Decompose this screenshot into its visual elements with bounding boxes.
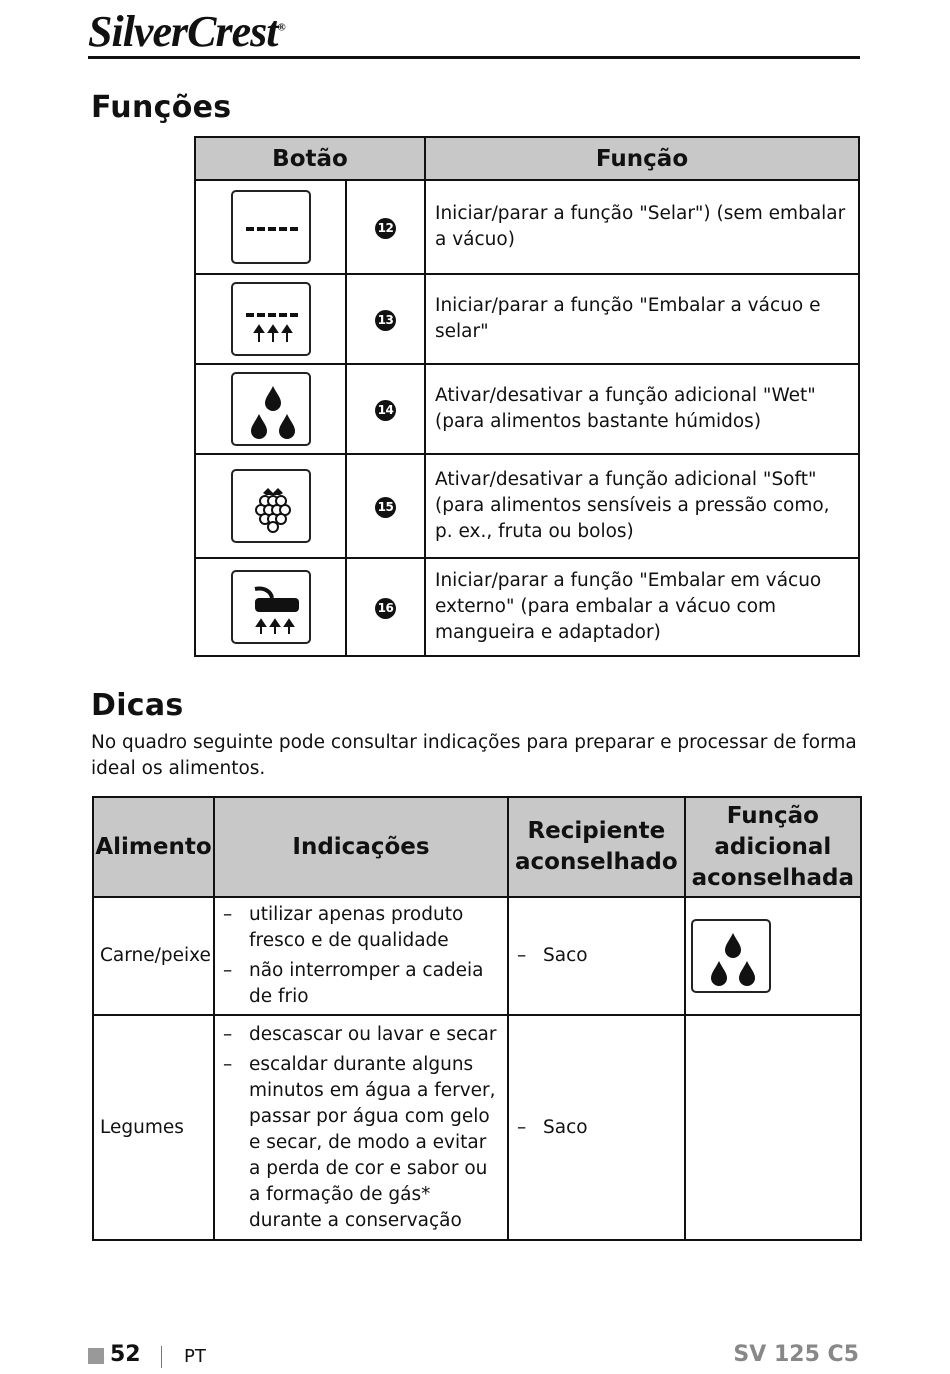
brand-logo: SilverCrest® — [88, 7, 285, 56]
callout-number: 13 — [375, 310, 396, 331]
list-item: – escaldar durante alguns minutos em água a ferver, passar por água com gelo e secar, de modo a evitar a perda de cor e sabor ou a formação de gás* durante a conservação — [223, 1053, 496, 1231]
container-cell: – Saco — [508, 1015, 685, 1240]
indications-cell — [214, 897, 508, 1015]
list-item: – não interromper a cadeia de frio — [223, 960, 484, 1007]
function-description: Iniciar/parar a função "Selar") (sem embalar a vácuo) — [425, 180, 859, 274]
function-cell — [685, 897, 861, 1015]
soft-raspberry-icon — [231, 469, 311, 543]
external-vacuum-icon — [231, 570, 311, 644]
page-number: 52 — [110, 1342, 141, 1367]
col-food-header: Alimento — [93, 797, 214, 897]
col-button-header: Botão — [195, 137, 425, 180]
callout-number: 12 — [375, 218, 396, 239]
list-item: – descascar ou lavar e secar — [223, 1023, 497, 1045]
functions-heading: Funções — [91, 90, 232, 125]
table-row — [93, 1015, 861, 1240]
callout-number: 15 — [375, 497, 396, 518]
tips-intro: No quadro seguinte pode consultar indicações para preparar e processar de forma ideal os alimentos. — [91, 732, 857, 779]
table-row — [195, 364, 859, 454]
seal-icon — [231, 190, 311, 264]
footer-divider — [161, 1346, 162, 1368]
food-cell: Legumes — [93, 1015, 214, 1240]
tips-heading: Dicas — [91, 688, 184, 723]
col-function-header: Função adicional aconselhada — [685, 797, 861, 897]
vacuum-seal-icon — [231, 282, 311, 356]
container-cell: – Saco — [508, 897, 685, 1015]
table-row — [195, 558, 859, 656]
function-cell — [685, 1015, 861, 1240]
col-container-header: Recipiente aconselhado — [508, 797, 685, 897]
table-row — [93, 897, 861, 1015]
indications-cell — [214, 1015, 508, 1240]
functions-header-row — [195, 137, 859, 180]
functions-table — [194, 136, 860, 657]
callout-number: 16 — [375, 598, 396, 619]
food-cell: Carne/peixe — [93, 897, 214, 1015]
header-rule — [88, 56, 860, 59]
function-description: Iniciar/parar a função "Embalar a vácuo e selar" — [425, 274, 859, 364]
language-code: PT — [184, 1346, 206, 1367]
wet-drops-icon — [231, 372, 311, 446]
list-item: – utilizar apenas produto fresco e de qualidade — [223, 904, 464, 951]
wet-drops-icon — [691, 919, 771, 993]
col-indications-header: Indicações — [214, 797, 508, 897]
function-description: Ativar/desativar a função adicional "Soft" (para alimentos sensíveis a pressão como, p. ex., fruta ou bolos) — [425, 454, 859, 558]
table-row — [195, 274, 859, 364]
function-description: Ativar/desativar a função adicional "Wet" (para alimentos bastante húmidos) — [425, 364, 859, 454]
function-description: Iniciar/parar a função "Embalar em vácuo externo" (para embalar a vácuo com mangueira e adaptador) — [425, 558, 859, 656]
table-row — [195, 180, 859, 274]
table-row — [195, 454, 859, 558]
callout-number: 14 — [375, 400, 396, 421]
tips-table — [92, 796, 862, 1241]
col-function-header: Função — [425, 137, 859, 180]
tips-header-row — [93, 797, 861, 897]
footer-marker — [88, 1348, 104, 1364]
model-number: SV 125 C5 — [733, 1342, 859, 1367]
